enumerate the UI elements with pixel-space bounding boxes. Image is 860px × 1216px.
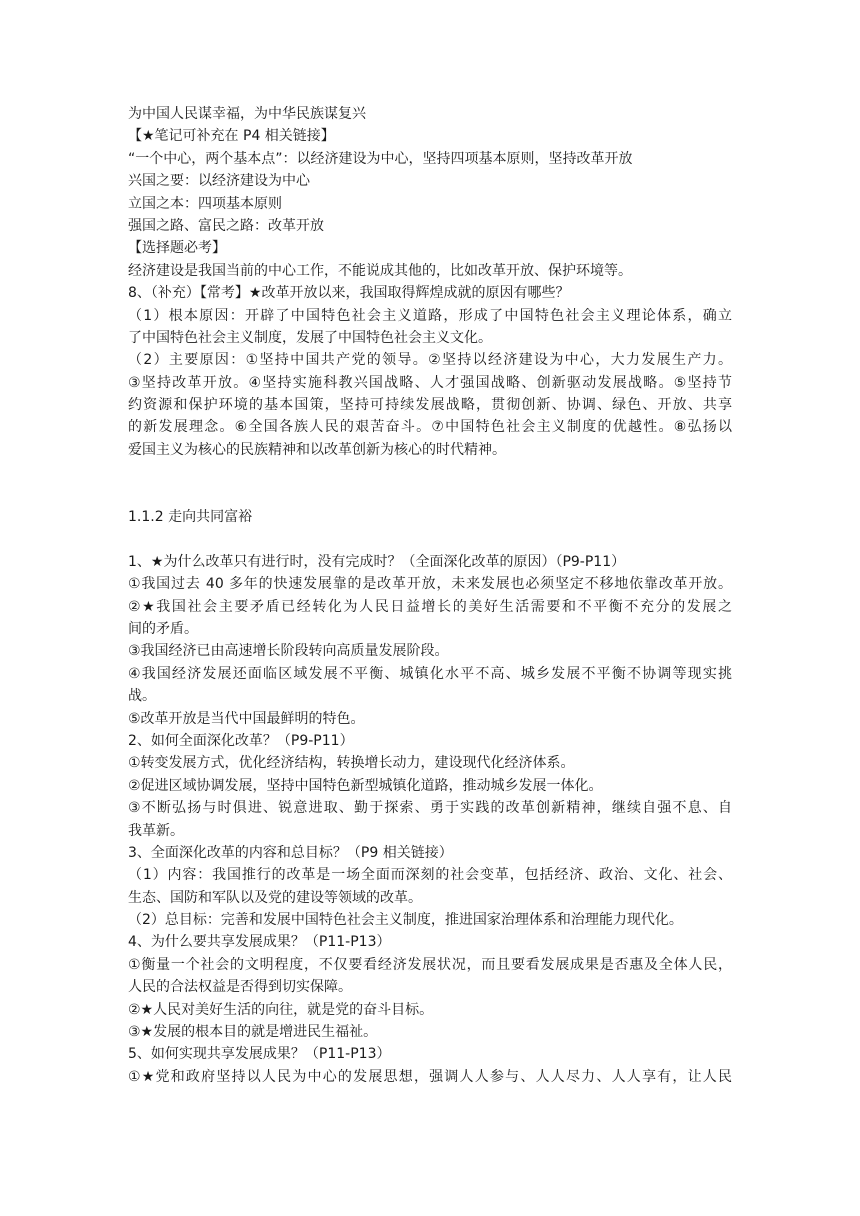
answer-line: 人民的合法权益是否得到切实保障。: [128, 979, 352, 996]
note-line: 【★笔记可补充在 P4 相关链接】: [128, 128, 335, 145]
answer-line: ②促进区域协调发展，坚持中国特色新型城镇化道路，推动城乡发展一体化。: [128, 777, 603, 794]
answer-line: ⑤改革开放是当代中国最鲜明的特色。: [128, 710, 365, 727]
answer-line: 了中国特色社会主义制度，发展了中国特色社会主义文化。: [128, 329, 492, 346]
answer-line: （2）总目标：完善和发展中国特色社会主义制度，推进国家治理体系和治理能力现代化。: [128, 912, 683, 929]
answer-line: ①转变发展方式，优化经济结构，转换增长动力，建设现代化经济体系。: [128, 755, 575, 772]
answer-line: （2）主要原因：①坚持中国共产党的领导。②坚持以经济建设为中心，大力发展生产力。: [128, 352, 732, 369]
answer-line: ③我国经济已由高速增长阶段转向高质量发展阶段。: [128, 643, 449, 660]
answer-line: ①★党和政府坚持以人民为中心的发展思想，强调人人参与、人人尽力、人人享有，让人民: [128, 1068, 732, 1085]
answer-line: 爱国主义为核心的民族精神和以改革创新为核心的时代精神。: [128, 441, 506, 458]
question-line: 5、如何实现共享发展成果？（P11-P13）: [128, 1046, 391, 1063]
text-line: 立国之本：四项基本原则: [128, 195, 282, 212]
text-line: 经济建设是我国当前的中心工作，不能说成其他的，比如改革开放、保护环境等。: [128, 262, 632, 279]
question-line: 8、（补充）【常考】★改革开放以来，我国取得辉煌成就的原因有哪些？: [128, 285, 570, 302]
section-title: 1.1.2 走向共同富裕: [128, 509, 253, 526]
text-line: 兴国之要：以经济建设为中心: [128, 173, 310, 190]
question-line: 3、全面深化改革的内容和总目标？（P9 相关链接）: [128, 844, 453, 861]
answer-line: 战。: [128, 688, 156, 705]
answer-line: ②★人民对美好生活的向往，就是党的奋斗目标。: [128, 1001, 434, 1018]
answer-line: 的新发展理念。⑥全国各族人民的艰苦奋斗。⑦中国特色社会主义制度的优越性。⑧弘扬以: [128, 419, 732, 436]
answer-line: 我革新。: [128, 822, 184, 839]
question-line: 4、为什么要共享发展成果？（P11-P13）: [128, 934, 391, 951]
answer-line: ③坚持改革开放。④坚持实施科教兴国战略、人才强国战略、创新驱动发展战略。⑤坚持节: [128, 374, 732, 391]
question-line: 1、★为什么改革只有进行时，没有完成时？（全面深化改革的原因）（P9-P11）: [128, 553, 626, 570]
answer-line: ①我国过去 40 多年的快速发展靠的是改革开放，未来发展也必须坚定不移地依靠改革开放。: [128, 576, 732, 593]
answer-line: 生态、国防和军队以及党的建设等领域的改革。: [128, 889, 422, 906]
question-line: 2、如何全面深化改革？（P9-P11）: [128, 732, 354, 749]
spacer: [128, 461, 732, 483]
text-line: 强国之路、富民之路：改革开放: [128, 217, 324, 234]
answer-line: （1）根本原因：开辟了中国特色社会主义道路，形成了中国特色社会主义理论体系，确立: [128, 307, 732, 324]
answer-line: 间的矛盾。: [128, 620, 198, 637]
spacer: [128, 528, 732, 550]
note-line: 【选择题必考】: [128, 240, 226, 257]
answer-line: （1）内容：我国推行的改革是一场全面而深刻的社会变革，包括经济、政治、文化、社会、: [128, 867, 732, 884]
text-line: “一个中心，两个基本点”：以经济建设为中心，坚持四项基本原则，坚持改革开放: [128, 150, 633, 167]
answer-line: ④我国经济发展还面临区域发展不平衡、城镇化水平不高、城乡发展不平衡不协调等现实挑: [128, 665, 732, 682]
answer-line: 约资源和保护环境的基本国策，坚持可持续发展战略，贯彻创新、协调、绿色、开放、共享: [128, 397, 732, 414]
text-line: 为中国人民谋幸福，为中华民族谋复兴: [128, 106, 366, 122]
answer-line: ①衡量一个社会的文明程度，不仅要看经济发展状况，而且要看发展成果是否惠及全体人民，: [128, 956, 732, 973]
document-body: [128, 103, 732, 1088]
answer-line: ②★我国社会主要矛盾已经转化为人民日益增长的美好生活需要和不平衡不充分的发展之: [128, 598, 732, 615]
spacer: [128, 484, 732, 506]
answer-line: ③★发展的根本目的就是增进民生福祉。: [128, 1024, 378, 1041]
answer-line: ③不断弘扬与时俱进、锐意进取、勤于探索、勇于实践的改革创新精神，继续自强不息、自: [128, 800, 732, 817]
